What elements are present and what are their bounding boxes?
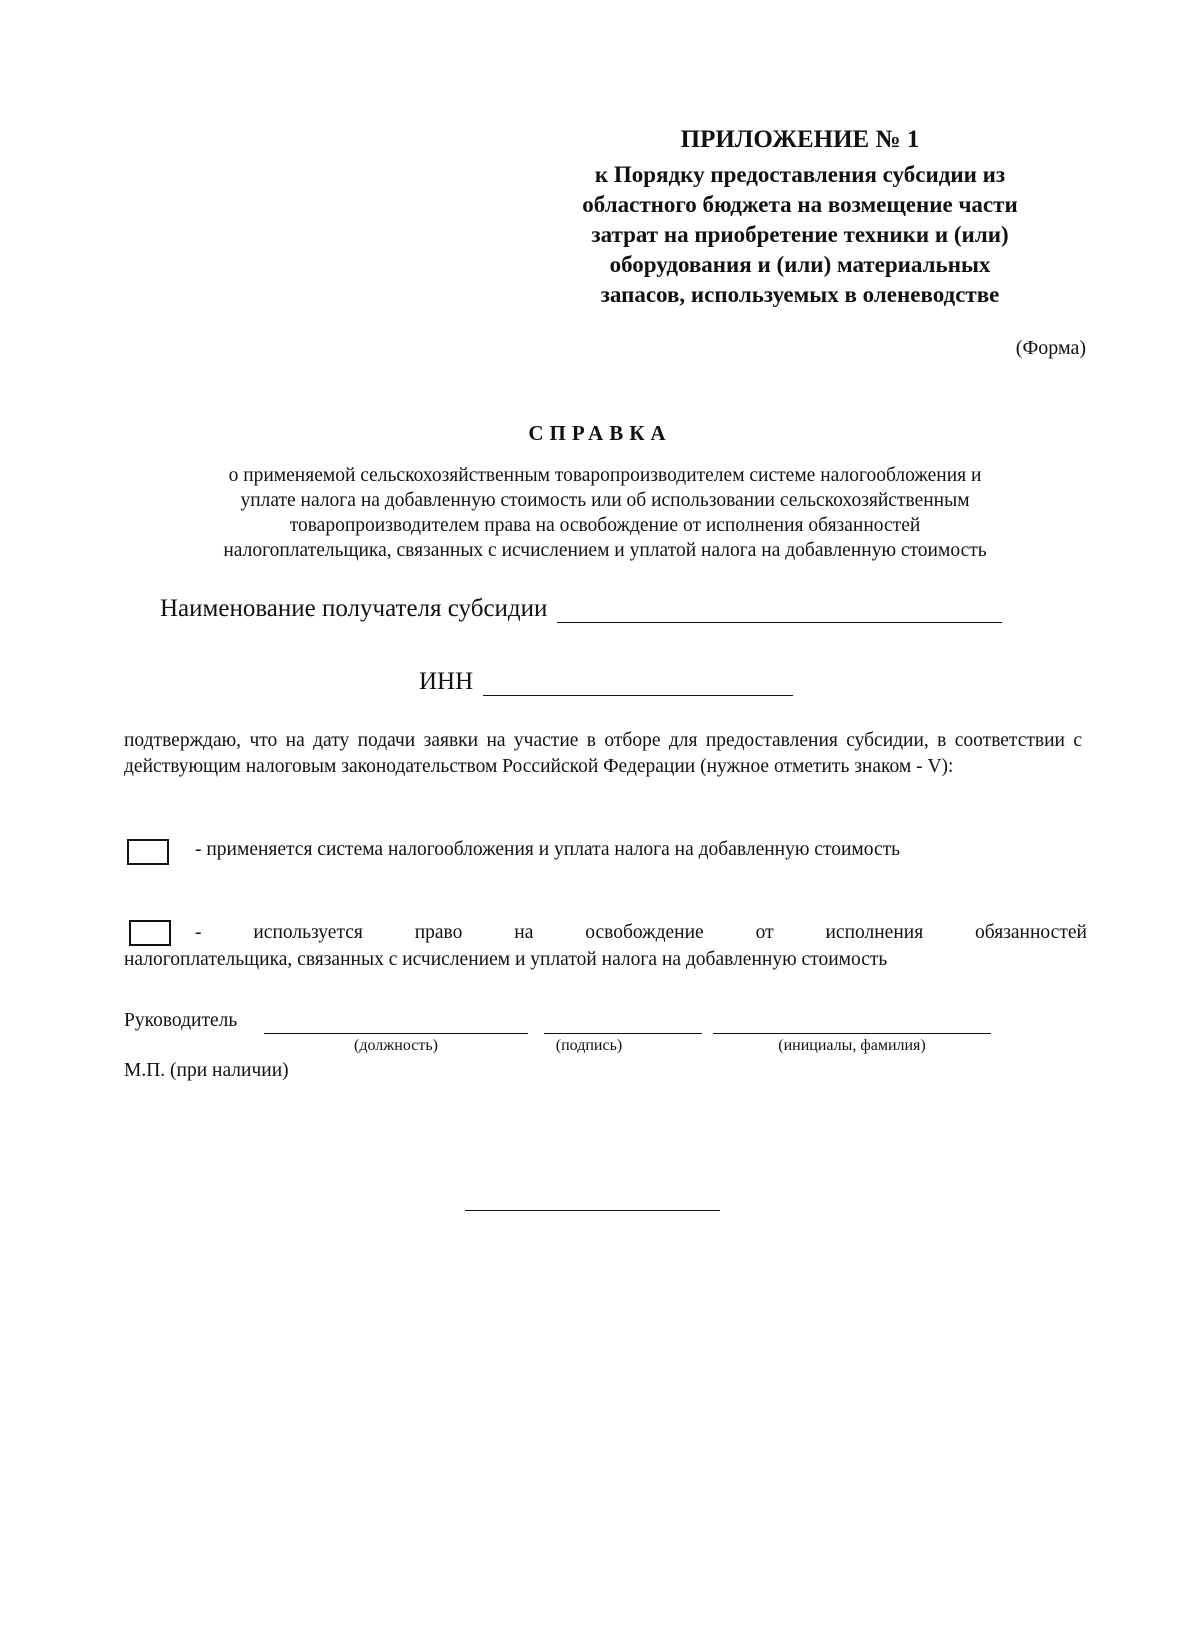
subtitle-line: уплате налога на добавленную стоимость или об использовании сельскохозяйственным	[240, 490, 970, 511]
appendix-line: к Порядку предоставления субсидии из	[594, 162, 1006, 187]
option2-text-line1	[195, 922, 1087, 944]
option2-text-line2: налогоплательщика, связанных с исчислением и уплатой налога на добавленную стоимость	[124, 949, 888, 970]
option2-checkbox[interactable]	[129, 920, 171, 946]
option2-word: на	[514, 922, 534, 943]
inn-field	[419, 668, 793, 696]
appendix-line: областного бюджета на возмещение части	[582, 192, 1018, 217]
stamp-label: М.П. (при наличии)	[124, 1060, 289, 1081]
signature-caption: (подпись)	[555, 1037, 623, 1054]
position-caption: (должность)	[354, 1037, 438, 1054]
form-tag: (Форма)	[1015, 337, 1086, 359]
inn-blank[interactable]	[483, 673, 793, 696]
option2-word: -	[195, 922, 202, 943]
position-blank[interactable]	[264, 1033, 528, 1034]
end-divider	[465, 1210, 720, 1211]
recipient-name-label: Наименование получателя субсидии	[160, 595, 548, 622]
name-caption: (инициалы, фамилия)	[778, 1037, 926, 1054]
signature-blank[interactable]	[544, 1033, 702, 1034]
option2-word: используется	[253, 922, 363, 943]
subtitle-line: о применяемой сельскохозяйственным товаропроизводителем системе налогообложения и	[228, 465, 982, 486]
recipient-name-field	[160, 595, 1002, 623]
option1-text: - применяется система налогообложения и уплата налога на добавленную стоимость	[195, 839, 901, 860]
inn-label: ИНН	[419, 668, 474, 695]
option2-word: освобождение	[585, 922, 704, 943]
appendix-line: затрат на приобретение техники и (или)	[591, 222, 1009, 247]
option2-word: право	[414, 922, 463, 943]
appendix-line: запасов, используемых в оленеводстве	[600, 282, 1000, 307]
option2-word: обязанностей	[975, 922, 1087, 943]
document-subtitle	[120, 463, 1090, 563]
name-blank[interactable]	[713, 1033, 991, 1034]
subtitle-line: налогоплательщика, связанных с исчислением и уплатой налога на добавленную стоимость	[223, 540, 987, 561]
document-title: СПРАВКА	[528, 421, 672, 445]
option1-checkbox[interactable]	[127, 839, 169, 865]
appendix-header	[520, 124, 1080, 310]
recipient-name-blank[interactable]	[557, 600, 1002, 623]
appendix-title: ПРИЛОЖЕНИЕ № 1	[680, 126, 920, 153]
option2-word: исполнения	[825, 922, 924, 943]
option2-word: от	[755, 922, 774, 943]
confirmation-paragraph: подтверждаю, что на дату подачи заявки на участие в отборе для предоставления субсидии, в соответствии с действующим налоговым законодательством Российской Федерации (нужное отметить знаком - V):	[124, 730, 1082, 777]
subtitle-line: товаропроизводителем права на освобождение от исполнения обязанностей	[289, 515, 921, 536]
manager-label: Руководитель	[124, 1010, 238, 1031]
appendix-line: оборудования и (или) материальных	[609, 252, 991, 277]
